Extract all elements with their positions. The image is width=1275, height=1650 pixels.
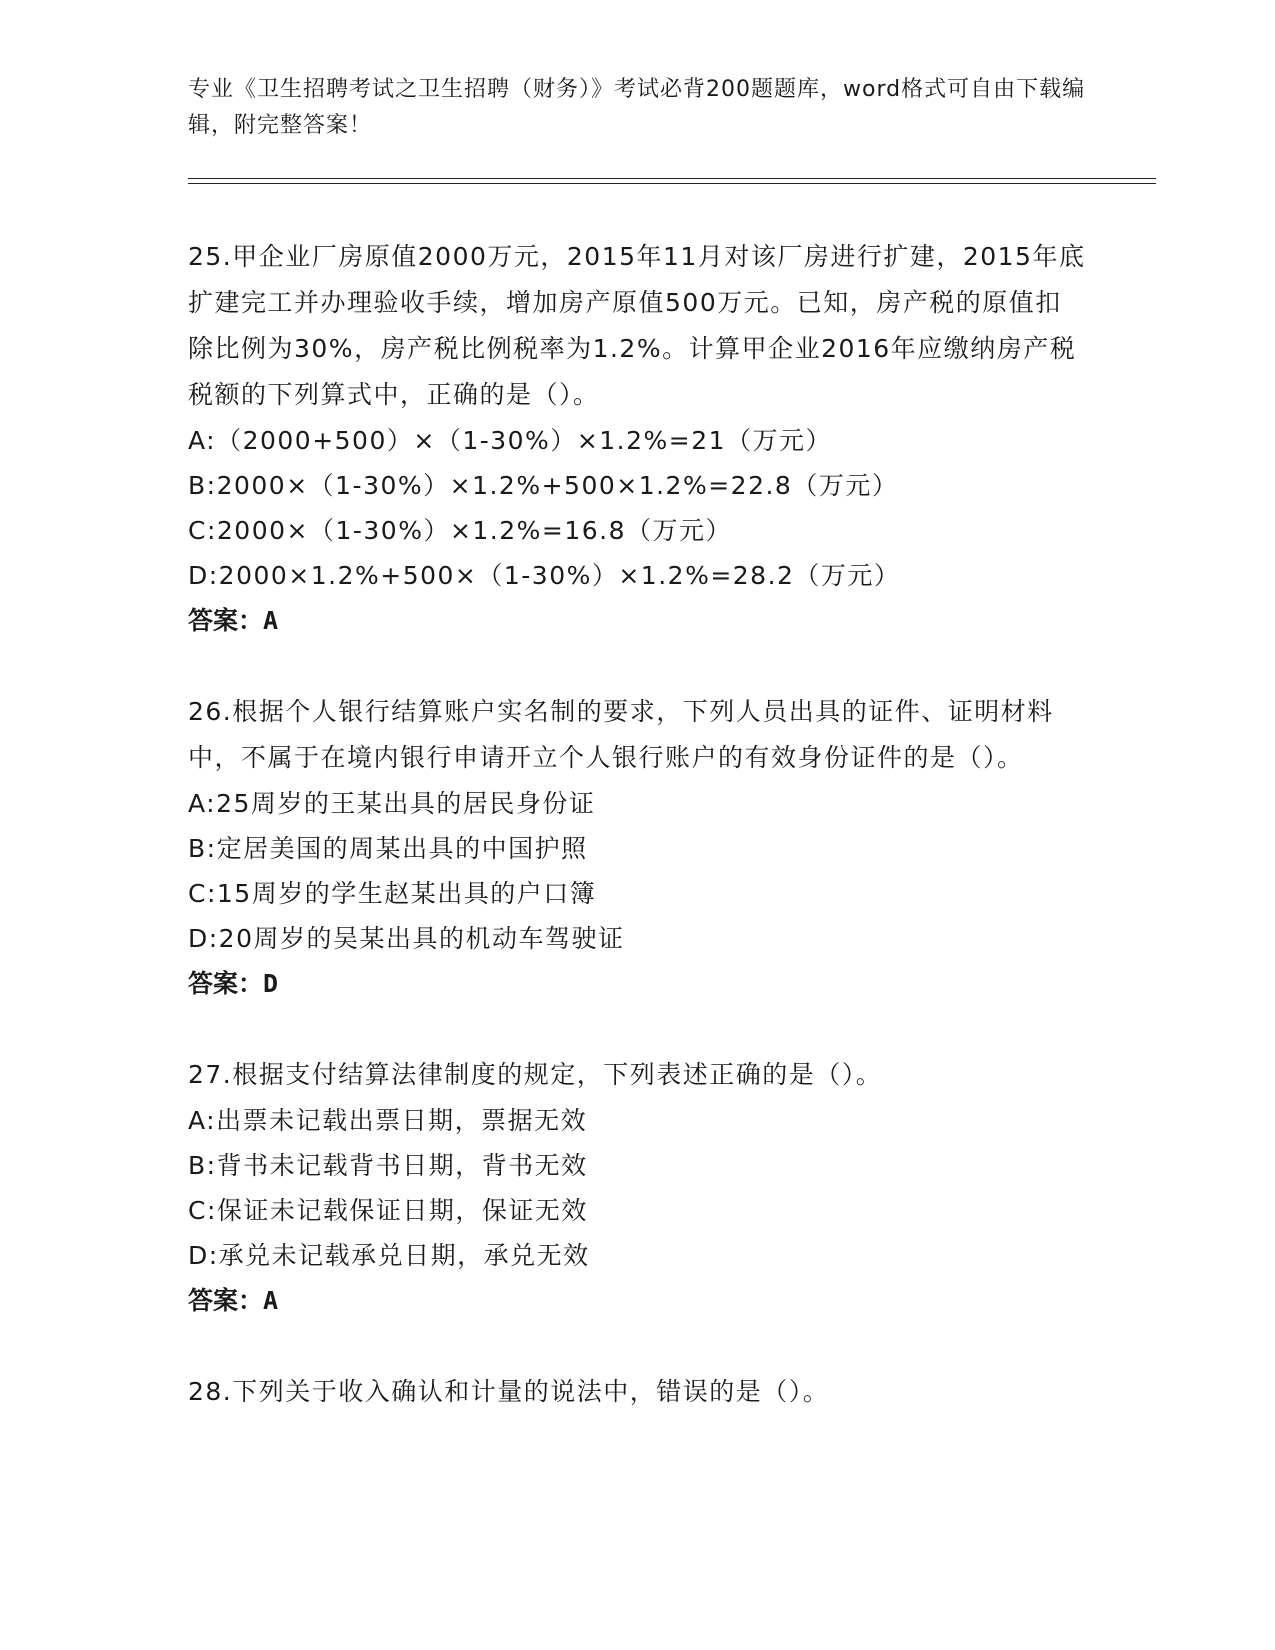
answer: 答案：A <box>188 606 279 635</box>
option-b: B:背书未记载背书日期，背书无效 <box>188 1151 588 1180</box>
option-a: A:出票未记载出票日期，票据无效 <box>188 1106 588 1135</box>
option-a: A:（2000+500）×（1-30%）×1.2%=21（万元） <box>188 426 833 455</box>
header-divider <box>188 178 1156 184</box>
option-c: C:15周岁的学生赵某出具的户口簿 <box>188 879 597 908</box>
option-c: C:2000×（1-30%）×1.2%=16.8（万元） <box>188 516 733 545</box>
option-c: C:保证未记载保证日期，保证无效 <box>188 1196 588 1225</box>
question-stem: 26.根据个人银行结算账户实名制的要求，下列人员出具的证件、证明材料中，不属于在境内银行申请开立个人银行账户的有效身份证件的是（）。 <box>188 697 1054 772</box>
option-d: D:承兑未记载承兑日期，承兑无效 <box>188 1241 590 1270</box>
option-a: A:25周岁的王某出具的居民身份证 <box>188 789 596 818</box>
answer: 答案：D <box>188 969 279 998</box>
question-stem: 28.下列关于收入确认和计量的说法中，错误的是（）。 <box>188 1377 830 1406</box>
question-stem: 27.根据支付结算法律制度的规定，下列表述正确的是（）。 <box>188 1060 883 1089</box>
question-26 <box>188 689 1088 1007</box>
option-b: B:2000×（1-30%）×1.2%+500×1.2%=22.8（万元） <box>188 471 899 500</box>
question-stem: 25.甲企业厂房原值2000万元，2015年11月对该厂房进行扩建，2015年底扩建完工并办理验收手续，增加房产原值500万元。已知，房产税的原值扣除比例为30%，房产税比例税率为1.2%。计算甲企业2016年应缴纳房产税税额的下列算式中，正确的是（）。 <box>188 242 1086 409</box>
question-27 <box>188 1052 1088 1324</box>
question-25 <box>188 234 1088 644</box>
question-28 <box>188 1369 1088 1415</box>
option-d: D:2000×1.2%+500×（1-30%）×1.2%=28.2（万元） <box>188 561 901 590</box>
option-b: B:定居美国的周某出具的中国护照 <box>188 834 588 863</box>
option-d: D:20周岁的吴某出具的机动车驾驶证 <box>188 924 625 953</box>
document-header: 专业《卫生招聘考试之卫生招聘（财务）》考试必背200题题库，word格式可自由下载编辑，附完整答案！ <box>188 77 1086 138</box>
answer: 答案：A <box>188 1286 279 1315</box>
question-list <box>188 234 1088 1460</box>
